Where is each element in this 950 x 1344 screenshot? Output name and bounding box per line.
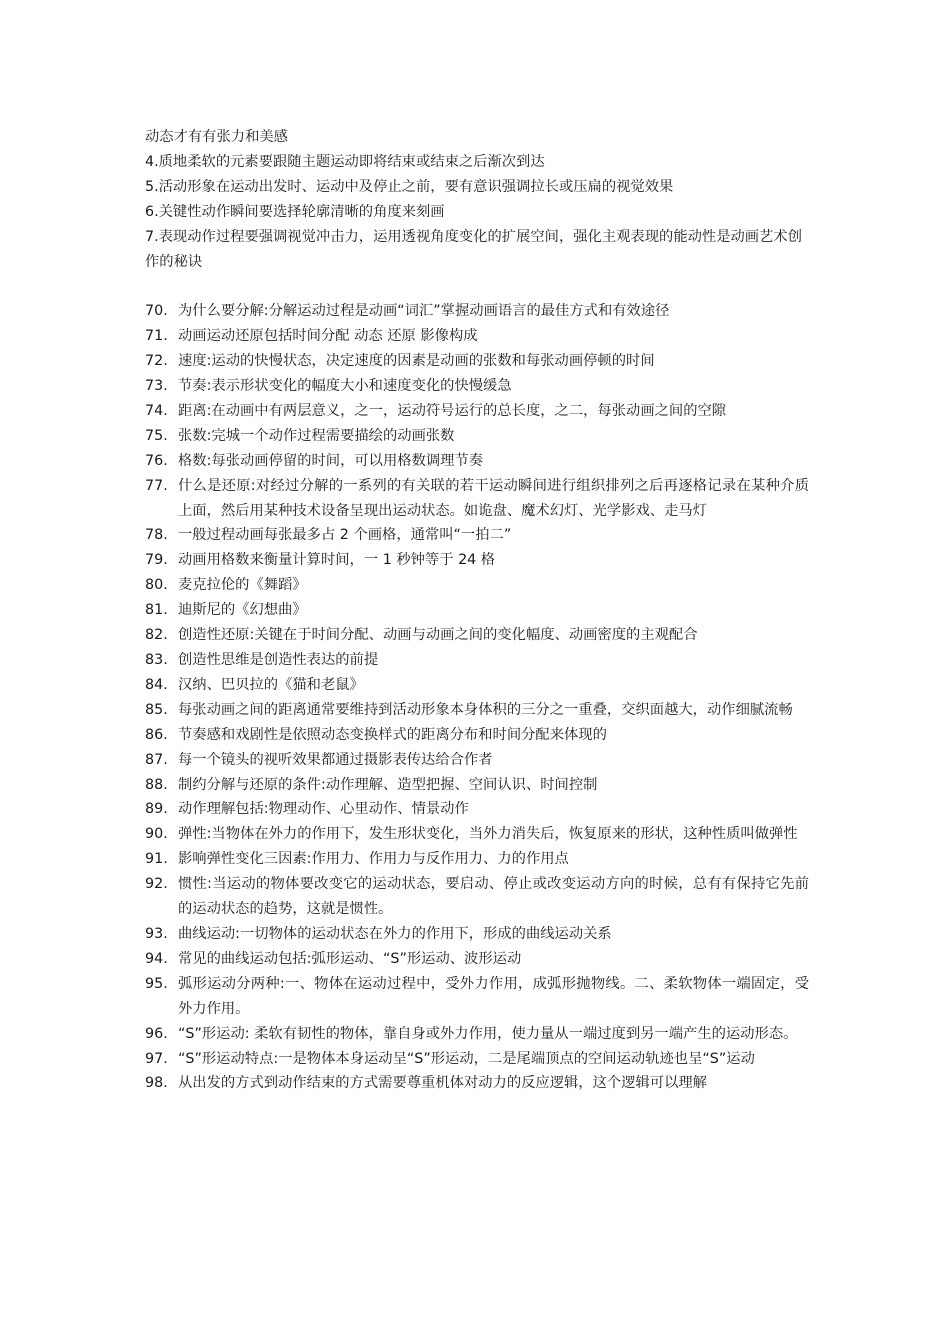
intro-line: 6.关键性动作瞬间要选择轮廓清晰的角度来刻画 bbox=[145, 203, 445, 220]
list-item-number: 76. bbox=[145, 452, 168, 469]
list-item-text: 麦克拉伦的《舞蹈》 bbox=[178, 577, 307, 594]
list-item bbox=[145, 847, 809, 872]
list-item-number: 70. bbox=[145, 303, 168, 320]
list-item-number: 87. bbox=[145, 751, 168, 768]
list-item-text: 常见的曲线运动包括:弧形运动、“S”形运动、波形运动 bbox=[178, 950, 522, 967]
list-item-number: 85. bbox=[145, 701, 168, 718]
list-item bbox=[145, 748, 809, 773]
list-item-text: “S”形运动: 柔软有韧性的物体，靠自身或外力作用，使力量从一端过度到另一端产生的运动形态。 bbox=[178, 1025, 798, 1042]
list-item-text: 什么是还原:对经过分解的一系列的有关联的若干运动瞬间进行组织排列之后再逐格记录在某种介质上面，然后用某种技术设备呈现出运动状态。如诡盘、魔术幻灯、光学影戏、走马灯 bbox=[178, 477, 809, 519]
list-item-number: 73. bbox=[145, 378, 168, 395]
list-item-number: 93. bbox=[145, 925, 168, 942]
list-item bbox=[145, 349, 809, 374]
list-item-text: 创造性还原:关键在于时间分配、动画与动画之间的变化幅度、动画密度的主观配合 bbox=[178, 627, 698, 644]
list-item-number: 81. bbox=[145, 602, 168, 619]
document-body bbox=[145, 125, 809, 1096]
list-item-text: 影响弹性变化三因素:作用力、作用力与反作用力、力的作用点 bbox=[178, 851, 569, 868]
list-item-text: 节奏:表示形状变化的幅度大小和速度变化的快慢缓急 bbox=[178, 378, 512, 395]
list-item bbox=[145, 673, 809, 698]
list-item-text: 距离:在动画中有两层意义，之一，运动符号运行的总长度，之二，每张动画之间的空隙 bbox=[178, 402, 727, 419]
list-item bbox=[145, 623, 809, 648]
list-item-number: 75. bbox=[145, 427, 168, 444]
list-item-number: 90. bbox=[145, 826, 168, 843]
list-item-text: 制约分解与还原的条件:动作理解、造型把握、空间认识、时间控制 bbox=[178, 776, 598, 793]
list-item bbox=[145, 598, 809, 623]
list-item-text: 每一个镜头的视听效果都通过摄影表传达给合作者 bbox=[178, 751, 493, 768]
list-item-text: 一般过程动画每张最多占 2 个画格，通常叫“一拍二” bbox=[178, 527, 512, 544]
list-item-number: 94. bbox=[145, 950, 168, 967]
list-item-number: 92. bbox=[145, 876, 168, 893]
list-item bbox=[145, 698, 809, 723]
list-item bbox=[145, 474, 809, 524]
list-item-text: 张数:完城一个动作过程需要描绘的动画张数 bbox=[178, 427, 455, 444]
list-item-number: 71. bbox=[145, 328, 168, 345]
list-item bbox=[145, 1071, 809, 1096]
paragraph-spacer bbox=[145, 274, 809, 299]
list-item-text: 动画用格数来衡量计算时间，一 1 秒钟等于 24 格 bbox=[178, 552, 496, 569]
list-item-text: 迪斯尼的《幻想曲》 bbox=[178, 602, 307, 619]
list-item-number: 83. bbox=[145, 652, 168, 669]
list-item-text: 曲线运动:一切物体的运动状态在外力的作用下，形成的曲线运动关系 bbox=[178, 925, 612, 942]
list-item-text: 从出发的方式到动作结束的方式需要尊重机体对动力的反应逻辑，这个逻辑可以理解 bbox=[178, 1075, 707, 1092]
list-item-number: 91. bbox=[145, 851, 168, 868]
list-item bbox=[145, 723, 809, 748]
list-item-number: 72. bbox=[145, 353, 168, 370]
list-item bbox=[145, 399, 809, 424]
list-item bbox=[145, 374, 809, 399]
list-item-text: 动作理解包括:物理动作、心里动作、情景动作 bbox=[178, 801, 469, 818]
list-item bbox=[145, 548, 809, 573]
list-item bbox=[145, 648, 809, 673]
list-item bbox=[145, 573, 809, 598]
intro-line: 7.表现动作过程要强调视觉冲击力，运用透视角度变化的扩展空间，强化主观表现的能动性是动画艺术创作的秘诀 bbox=[145, 228, 802, 270]
list-item-number: 98. bbox=[145, 1075, 168, 1092]
list-item-text: 速度:运动的快慢状态，决定速度的因素是动画的张数和每张动画停顿的时间 bbox=[178, 353, 655, 370]
list-item-text: “S”形运动特点:一是物体本身运动呈“S”形运动，二是尾端顶点的空间运动轨迹也呈“S”运动 bbox=[178, 1050, 755, 1067]
list-item bbox=[145, 424, 809, 449]
list-item-text: 每张动画之间的距离通常要维持到活动形象本身体积的三分之一重叠，交织面越大，动作细腻流畅 bbox=[178, 701, 793, 718]
list-item bbox=[145, 1022, 809, 1047]
list-item bbox=[145, 773, 809, 798]
list-item-number: 82. bbox=[145, 627, 168, 644]
intro-line: 动态才有有张力和美感 bbox=[145, 129, 288, 145]
list-item-text: 节奏感和戏剧性是依照动态变换样式的距离分布和时间分配来体现的 bbox=[178, 726, 607, 743]
list-item-number: 84. bbox=[145, 676, 168, 693]
intro-line: 5.活动形象在运动出发时、运动中及停止之前，要有意识强调拉长或压扁的视觉效果 bbox=[145, 178, 674, 195]
list-item-number: 86. bbox=[145, 726, 168, 743]
list-item bbox=[145, 797, 809, 822]
list-item bbox=[145, 299, 809, 324]
list-item-text: 创造性思维是创造性表达的前提 bbox=[178, 652, 379, 669]
list-item-text: 动画运动还原包括时间分配 动态 还原 影像构成 bbox=[178, 328, 478, 345]
list-item-text: 汉纳、巴贝拉的《猫和老鼠》 bbox=[178, 676, 364, 693]
list-item bbox=[145, 324, 809, 349]
list-item bbox=[145, 1047, 809, 1072]
intro-line: 4.质地柔软的元素要跟随主题运动即将结束或结束之后渐次到达 bbox=[145, 153, 545, 170]
list-item-number: 80. bbox=[145, 577, 168, 594]
list-item-number: 78. bbox=[145, 527, 168, 544]
list-item-number: 79. bbox=[145, 552, 168, 569]
list-item bbox=[145, 449, 809, 474]
list-item-text: 惯性:当运动的物体要改变它的运动状态，要启动、停止或改变运动方向的时候，总有有保持它先前的运动状态的趋势，这就是惯性。 bbox=[178, 876, 809, 918]
list-item-number: 89. bbox=[145, 801, 168, 818]
list-item-number: 96. bbox=[145, 1025, 168, 1042]
numbered-list bbox=[145, 299, 809, 1096]
list-item-text: 弧形运动分两种:一、物体在运动过程中，受外力作用，成弧形抛物线。二、柔软物体一端固定，受外力作用。 bbox=[178, 975, 809, 1017]
list-item bbox=[145, 872, 809, 922]
list-item-number: 74. bbox=[145, 402, 168, 419]
list-item-number: 77. bbox=[145, 477, 168, 494]
list-item-text: 为什么要分解:分解运动过程是动画“词汇”掌握动画语言的最佳方式和有效途径 bbox=[178, 303, 670, 320]
list-item bbox=[145, 922, 809, 947]
list-item-number: 97. bbox=[145, 1050, 168, 1067]
list-item-number: 88. bbox=[145, 776, 168, 793]
list-item bbox=[145, 523, 809, 548]
list-item bbox=[145, 972, 809, 1022]
list-item bbox=[145, 822, 809, 847]
list-item bbox=[145, 947, 809, 972]
list-item-text: 弹性:当物体在外力的作用下，发生形状变化，当外力消失后，恢复原来的形状，这种性质叫做弹性 bbox=[178, 826, 798, 843]
list-item-number: 95. bbox=[145, 975, 168, 992]
list-item-text: 格数:每张动画停留的时间，可以用格数调理节奏 bbox=[178, 452, 484, 469]
